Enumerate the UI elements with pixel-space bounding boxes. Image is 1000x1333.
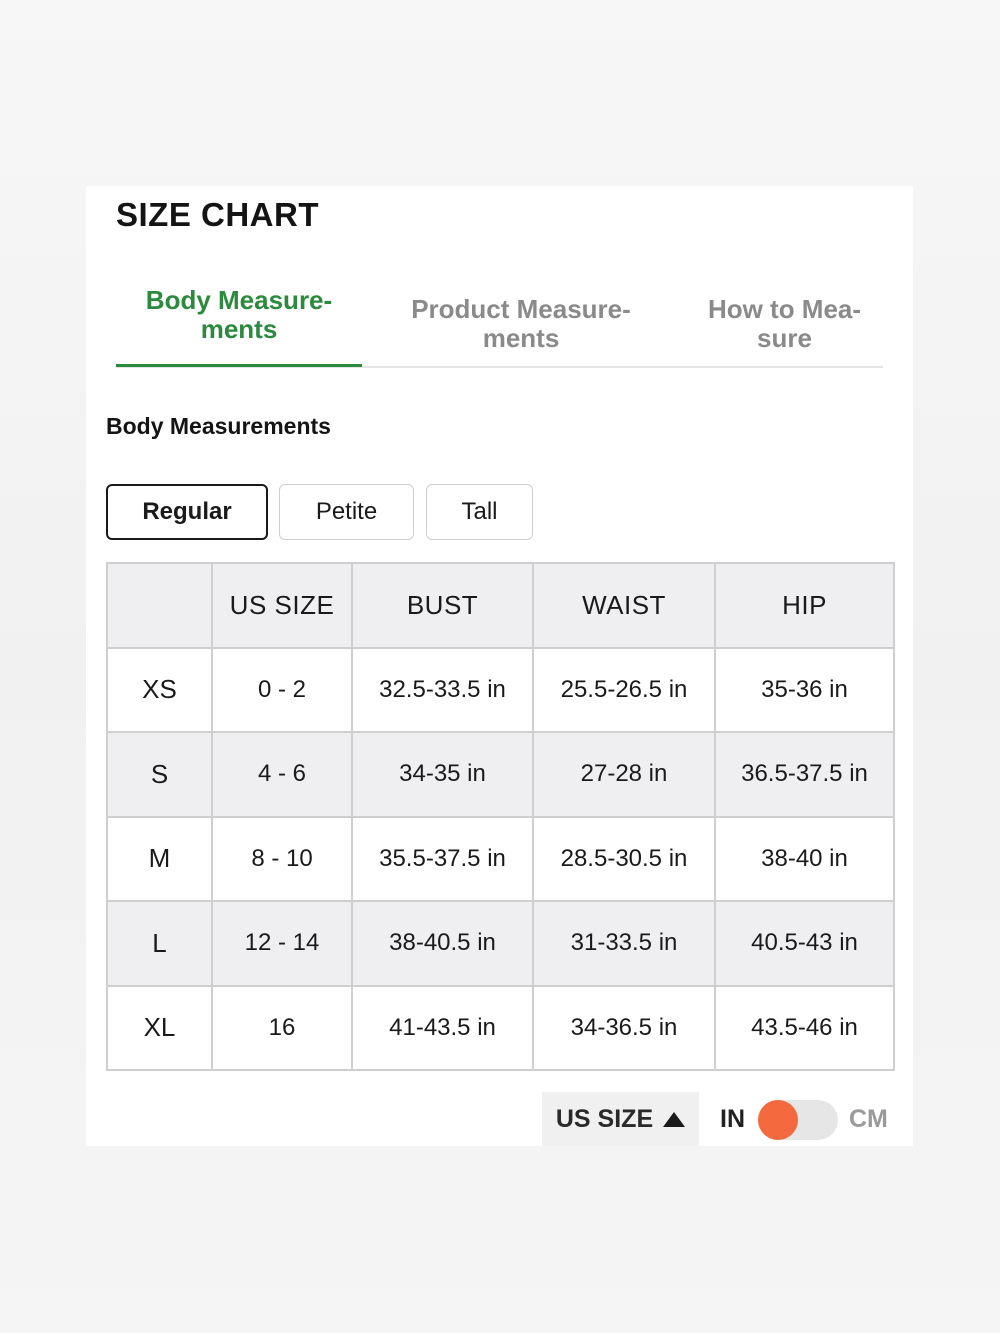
table-cell-hip: 35-36 in [715, 648, 894, 733]
header-cell-blank [107, 563, 212, 648]
header-cell-us-size: US SIZE [212, 563, 352, 648]
header-cell-waist: WAIST [533, 563, 715, 648]
table-row [107, 648, 894, 733]
table-cell-waist: 28.5-30.5 in [533, 817, 715, 902]
size-system-dropdown[interactable] [542, 1092, 699, 1146]
tab-how-to-measure[interactable]: How to Mea- sure [707, 294, 862, 353]
tab-bar [116, 276, 883, 368]
table-cell-hip: 43.5-46 in [715, 986, 894, 1071]
table-cell-hip: 38-40 in [715, 817, 894, 902]
unit-in-label: IN [720, 1104, 745, 1133]
size-system-label: US SIZE [555, 1104, 654, 1133]
fit-tall-button[interactable]: Tall [426, 484, 533, 540]
table-cell-waist: 27-28 in [533, 732, 715, 817]
size-table [106, 562, 895, 1071]
fit-regular-button[interactable]: Regular [106, 484, 268, 540]
table-row [107, 901, 894, 986]
table-cell-size: XS [107, 648, 212, 733]
table-cell-bust: 41-43.5 in [352, 986, 533, 1071]
table-cell-bust: 35.5-37.5 in [352, 817, 533, 902]
header-cell-hip: HIP [715, 563, 894, 648]
header-cell-bust: BUST [352, 563, 533, 648]
table-row [107, 817, 894, 902]
table-cell-waist: 25.5-26.5 in [533, 648, 715, 733]
tab-product-measurements[interactable]: Product Measure- ments [411, 294, 631, 353]
fit-petite-button[interactable]: Petite [279, 484, 414, 540]
table-cell-us-size: 12 - 14 [212, 901, 352, 986]
table-cell-us-size: 8 - 10 [212, 817, 352, 902]
table-cell-waist: 34-36.5 in [533, 986, 715, 1071]
table-cell-us-size: 16 [212, 986, 352, 1071]
table-cell-hip: 36.5-37.5 in [715, 732, 894, 817]
triangle-up-icon [663, 1112, 685, 1127]
table-row [107, 732, 894, 817]
toggle-knob [758, 1100, 798, 1140]
table-cell-hip: 40.5-43 in [715, 901, 894, 986]
unit-toggle-switch[interactable] [758, 1100, 838, 1140]
section-heading: Body Measurements [106, 413, 331, 439]
table-cell-bust: 38-40.5 in [352, 901, 533, 986]
table-cell-waist: 31-33.5 in [533, 901, 715, 986]
table-cell-bust: 34-35 in [352, 732, 533, 817]
table-cell-size: M [107, 817, 212, 902]
table-row [107, 986, 894, 1071]
tab-body-measurements[interactable]: Body Measure- ments [116, 276, 362, 367]
unit-controls [542, 1092, 913, 1146]
table-cell-size: XL [107, 986, 212, 1071]
table-cell-us-size: 0 - 2 [212, 648, 352, 733]
size-chart-panel [86, 186, 913, 1146]
table-cell-size: S [107, 732, 212, 817]
table-header-row [107, 563, 894, 648]
table-cell-size: L [107, 901, 212, 986]
page-title: SIZE CHART [116, 196, 319, 233]
table-cell-bust: 32.5-33.5 in [352, 648, 533, 733]
unit-cm-label: CM [849, 1104, 888, 1133]
table-cell-us-size: 4 - 6 [212, 732, 352, 817]
